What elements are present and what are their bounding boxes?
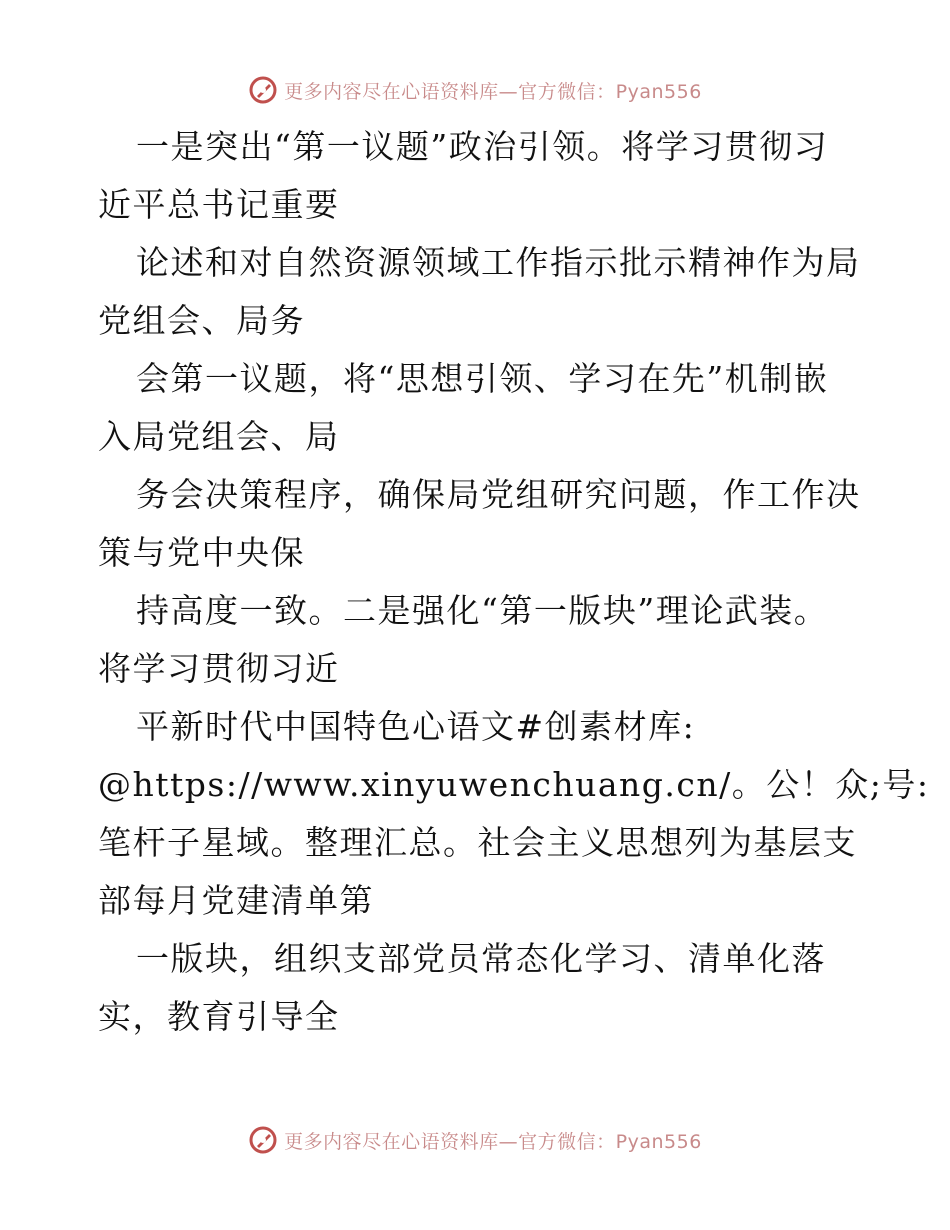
text-line: 务会决策程序，确保局党组研究问题，作工作决 [136,475,861,514]
text-line: 党组会、局务 [98,301,305,340]
text-line: 实，教育引导全 [98,997,340,1036]
pen-seal-icon [248,1125,278,1155]
watermark-text: 更多内容尽在心语资料库—官方微信：Pyan556 [284,1130,702,1153]
text-line: 论述和对自然资源领域工作指示批示精神作为局 [136,243,861,282]
text-line: 会第一议题，将“思想引领、学习在先”机制嵌 [136,359,829,398]
pen-seal-icon [248,75,278,105]
watermark-text: 更多内容尽在心语资料库—官方微信：Pyan556 [284,80,702,103]
text-line: 近平总书记重要 [98,185,340,224]
footer-watermark [0,1122,950,1158]
text-line: 笔杆子星域。整理汇总。社会主义思想列为基层支 [98,823,857,862]
text-line: 将学习贯彻习近 [98,649,340,688]
text-line: 策与党中央保 [98,533,305,572]
document-body [98,118,930,1046]
text-line: 平新时代中国特色心语文#创素材库: [136,707,696,746]
text-line: 一版块，组织支部党员常态化学习、清单化落 [136,939,826,978]
text-line: 一是突出“第一议题”政治引领。将学习贯彻习 [136,127,829,166]
text-line: 部每月党建清单第 [98,881,374,920]
text-line: 持高度一致。二是强化“第一版块”理论武装。 [136,591,829,630]
header-watermark [0,72,950,108]
text-line: @https://www.xinyuwenchuang.cn/。公！众;号: [98,765,930,804]
text-line: 入局党组会、局 [98,417,340,456]
